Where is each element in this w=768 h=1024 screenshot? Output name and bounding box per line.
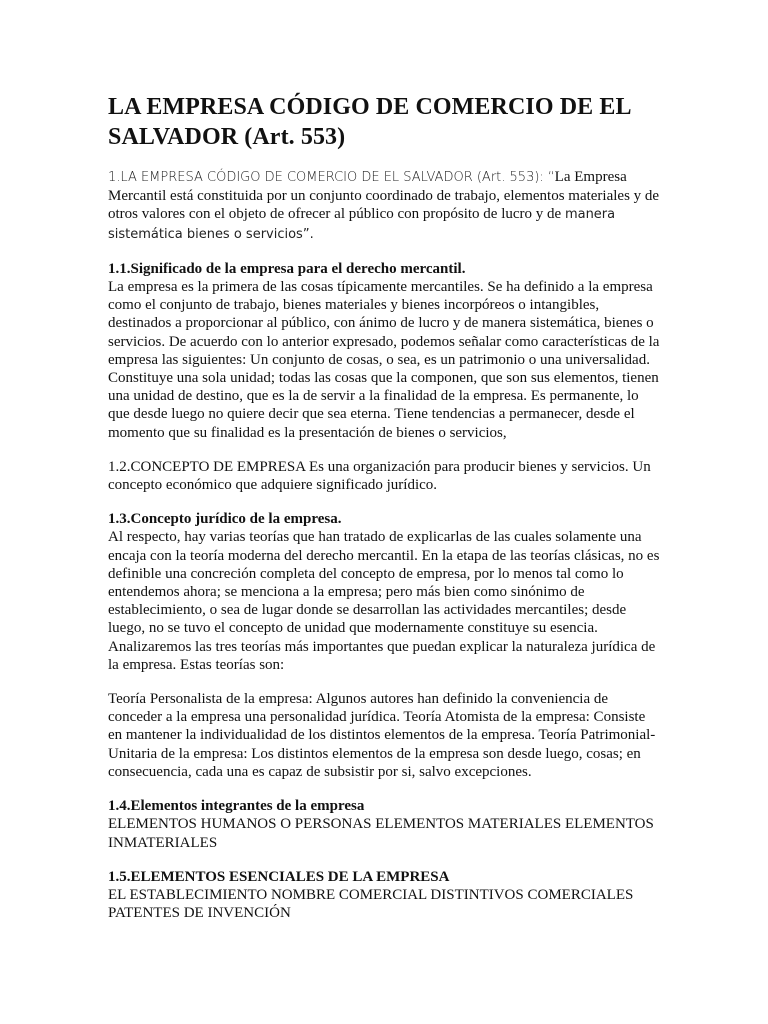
section-1-1 <box>108 260 663 442</box>
section-1-4 <box>108 797 663 852</box>
section-heading: 1.5.ELEMENTOS ESENCIALES DE LA EMPRESA <box>108 868 450 885</box>
section-text: 1.2.CONCEPTO DE EMPRESA Es una organización para producir bienes y servicios. Un concepto económico que adquiere significado jurídico. <box>108 458 651 494</box>
document-title: LA EMPRESA CÓDIGO DE COMERCIO DE EL SALVADOR (Art. 553) <box>108 94 631 150</box>
section-text: Teoría Personalista de la empresa: Algunos autores han definido la conveniencia de conceder a la empresa una personalidad jurídica. Teoría Atomista de la empresa: Consiste en mantener la individualidad de los distintos elementos de la empresa. Teoría Patrimonial-Unitaria de la empresa: Los distintos elementos de la empresa son desde luego, cosas; en consecuencia, cada una es capaz de subsistir por si, salvo excepciones. <box>108 691 656 780</box>
section-1-3 <box>108 510 663 674</box>
section-theories <box>108 690 663 781</box>
intro-body: La Empresa Mercantil está constituida por un conjunto coordinado de trabajo, elementos materiales y de otros valores con el objeto de ofrecer al público con propósito de lucro y de <box>108 169 660 223</box>
intro-lead: 1.LA EMPRESA CÓDIGO DE COMERCIO DE EL SALVADOR (Art. 553): “ <box>108 170 555 185</box>
section-text: Al respecto, hay varias teorías que han tratado de explicarlas de las cuales solamente una encaja con la teoría moderna del derecho mercantil. En la etapa de las teorías clásicas, no es definible una concreción completa del concepto de empresa, por lo menos tal como lo entendemos ahora; se menciona a la empresa; pero más bien como sinónimo de establecimiento, o sea de lugar donde se desarrollan las actividades mercantiles; desde luego, no se tuvo el concepto de unidad que modernamente constituye su esencia. Analizaremos las tres teorías más importantes que puedan explicar la naturaleza jurídica de la empresa. Estas teorías son: <box>108 529 660 673</box>
section-1-5 <box>108 868 663 923</box>
document-page <box>108 92 663 938</box>
section-1-2 <box>108 458 663 494</box>
section-heading: 1.4.Elementos integrantes de la empresa <box>108 798 365 815</box>
section-text: EL ESTABLECIMIENTO NOMBRE COMERCIAL DISTINTIVOS COMERCIALES PATENTES DE INVENCIÓN <box>108 886 634 922</box>
section-heading: 1.3.Concepto jurídico de la empresa. <box>108 511 342 528</box>
intro-tail: manera sistemática bienes o servicios”. <box>108 207 616 242</box>
section-text: La empresa es la primera de las cosas típicamente mercantiles. Se ha definido a la empresa como el conjunto de trabajo, bienes materiales y bienes incorpóreos o intangibles, destinados a proporcionar al público, con ánimo de lucro y de manera sistemática, bienes o servicios. De acuerdo con lo anterior expresado, podemos señalar como características de la empresa las siguientes: Un conjunto de cosas, o sea, es un patrimonio o una universalidad. Constituye una sola unidad; todas las cosas que la componen, que son sus elementos, tienen una unidad de destino, que es la de servir a la finalidad de la empresa. Es permanente, lo que desde luego no quiere decir que sea eterna. Tiene tendencias a permanecer, desde el momento que su finalidad es la presentación de bienes o servicios, <box>108 279 660 441</box>
intro-paragraph <box>108 168 663 244</box>
section-heading: 1.1.Significado de la empresa para el derecho mercantil. <box>108 260 466 277</box>
section-text: ELEMENTOS HUMANOS O PERSONAS ELEMENTOS MATERIALES ELEMENTOS INMATERIALES <box>108 816 654 851</box>
